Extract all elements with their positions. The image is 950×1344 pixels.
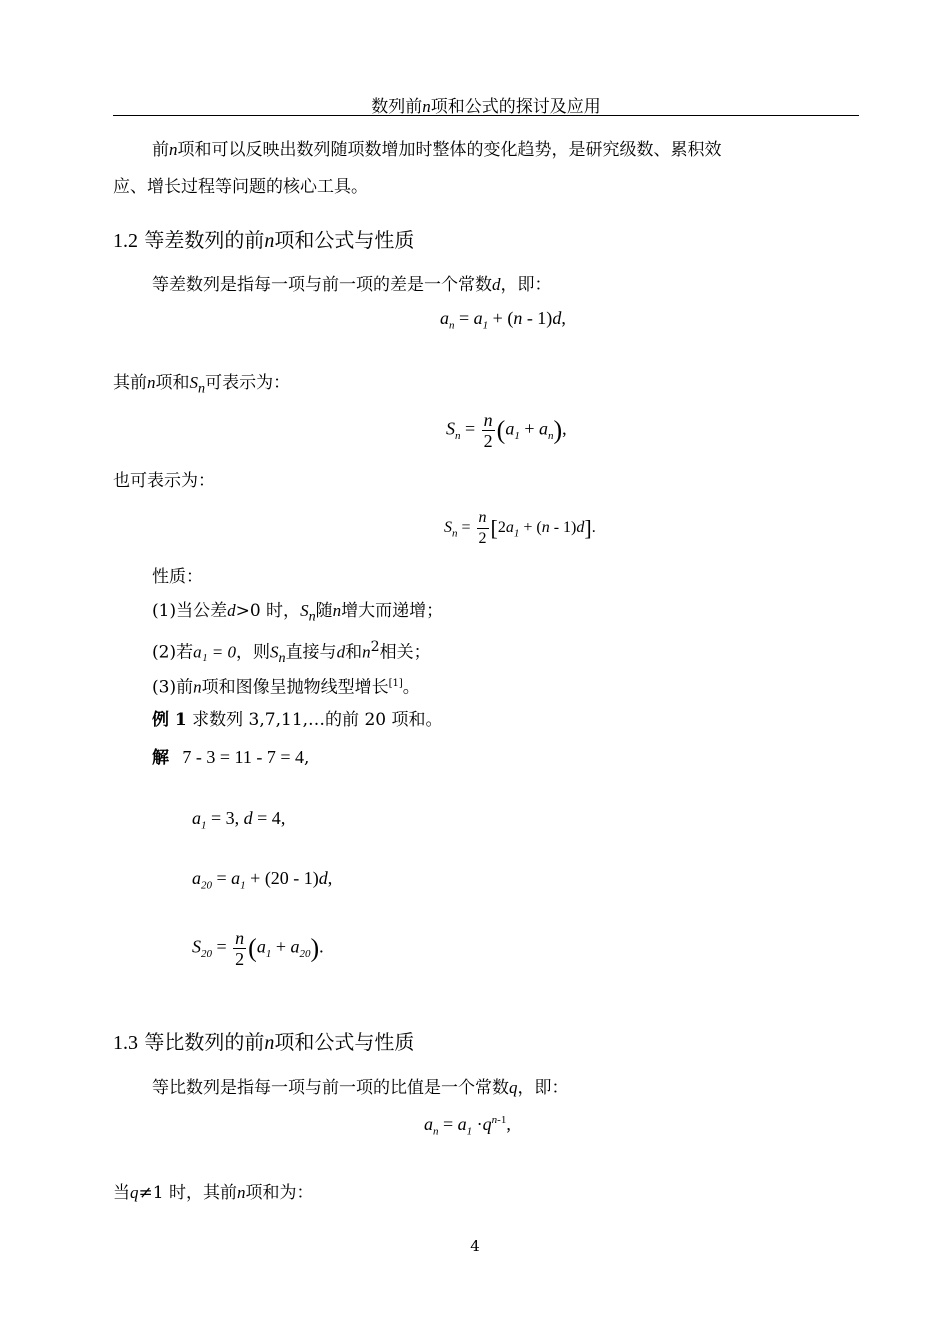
property-2: (2)若a₁ = 0，则$S_n$直接与d和$n^2$相关； — [152, 639, 431, 667]
geom-condition: 当q≠1 时，其前n项和为： — [113, 1183, 314, 1203]
formula-geom-general-term: $a_n = a_1 \cdot q^{n-1}$, — [424, 1114, 511, 1138]
geom-definition: 等比数列是指每一项与前一项的比值是一个常数q，即： — [152, 1078, 569, 1098]
property-3: (3)前n项和图像呈抛物线型增长[1]。 — [152, 677, 420, 698]
arith-alt-lead: 也可表示为： — [113, 471, 215, 491]
running-header — [113, 92, 859, 117]
arith-sum-lead: 其前n项和$S_n$可表示为： — [113, 373, 291, 397]
property-1: (1)当公差d>0 时，$S_n$随n增大而递增； — [152, 601, 444, 625]
header-text-2: 项和公式的探讨及应用 — [430, 97, 601, 117]
solution-line-2: $a_1 = 3$, d = 4, — [192, 808, 286, 832]
header-text: 数列前 — [371, 97, 423, 117]
example-1: 例 1 求数列 3,7,11,…的前 20 项和。 — [152, 710, 443, 730]
arith-definition: 等差数列是指每一项与前一项的差是一个常数d，即： — [152, 275, 552, 295]
formula-arith-general-term: $a_n = a_1 + (n - 1)d$, — [440, 308, 566, 332]
page-number: 4 — [470, 1237, 480, 1255]
solution-line-3: $a_{20} = a_1 + (20 - 1)d$, — [192, 868, 333, 892]
header-rule — [113, 115, 859, 116]
formula-arith-sum-2: $S_n$ = $\frac{n}{2}$ $[2a_1 + (n - 1)d]$. — [444, 509, 596, 547]
section-heading-1-3: 1.3 等比数列的前n项和公式与性质 — [113, 1030, 415, 1054]
header-var: n — [422, 97, 431, 116]
solution-line-4: $S_{20}$ = $\frac{n}{2}$ $(a_1 + a_{20})$. — [192, 928, 324, 969]
props-title: 性质： — [152, 567, 203, 587]
section-heading-1-2: 1.2 等差数列的前n项和公式与性质 — [113, 228, 415, 252]
intro-line-1: 前n项和可以反映出数列随项数增加时整体的变化趋势，是研究级数、累积效 — [152, 140, 722, 160]
solution-line-1: 解 7 - 3 = 11 - 7 = 4, — [152, 747, 310, 768]
intro-line-2: 应、增长过程等问题的核心工具。 — [113, 177, 368, 197]
formula-arith-sum-1: $S_n$ = $\frac{n}{2}$ $(a_1 + a_n)$, — [446, 410, 567, 451]
